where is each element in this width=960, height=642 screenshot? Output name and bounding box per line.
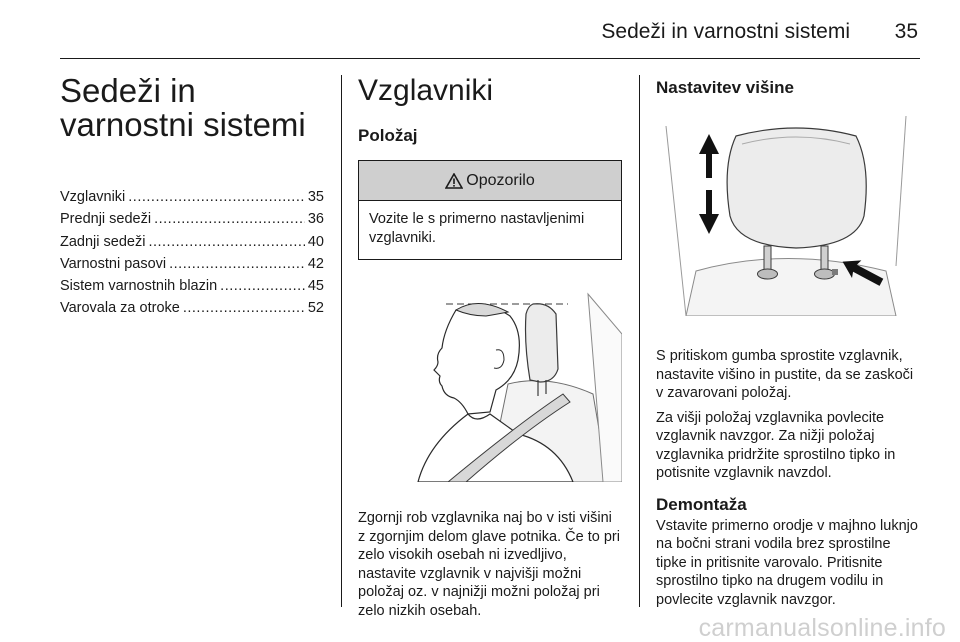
column-divider-2 [639, 75, 640, 607]
toc-item-page: 40 [307, 233, 324, 250]
subsection-heading: Položaj [358, 126, 418, 145]
toc-item[interactable] [60, 208, 324, 230]
toc-item-page: 52 [307, 300, 324, 317]
header-divider [60, 58, 920, 59]
toc-item-title: Sistem varnostnih blazin [60, 278, 218, 295]
body-paragraph: Vstavite primerno orodje v majhno luknjo na bočni strani vodila brez sprostilne tipke in pritisnite varovalo. Pritisnite sprostilno tipko na drugem vodilu in povlecite vzglavnik navzgor. [656, 517, 918, 608]
toc-leader [220, 275, 305, 297]
toc-leader [154, 208, 305, 230]
warning-text: Vozite le s primerno nastavljenimi vzglavniki. [369, 211, 585, 246]
warning-box [358, 160, 622, 260]
body-paragraph: Za višji položaj vzglavnika povlecite vzglavnik navzgor. Za nižji položaj vzglavnika pridržite sprostilno tipko in potisnite vzglavnik navzdol. [656, 409, 896, 481]
toc-item-page: 35 [307, 189, 324, 205]
toc-item[interactable] [60, 297, 324, 319]
warning-title: Opozorilo [466, 171, 535, 189]
column-position [358, 74, 622, 620]
toc-item-page: 36 [307, 211, 324, 228]
column-toc [60, 74, 324, 320]
body-paragraph: Zgornji rob vzglavnika naj bo v isti višini z zgornjim delom glave potnika. Če to pri zelo visokih osebah ni izvedljivo, nastavite vzglavnik v najvišji možni položaj oz. v najnižji možni položaj pri zelo nizkih osebah. [358, 510, 620, 619]
chapter-title: Sedeži in varnostni sistemi [60, 72, 306, 143]
toc-leader [128, 186, 305, 208]
subsection-heading: Nastavitev višine [656, 78, 794, 97]
subsection-heading: Demontaža [656, 494, 747, 514]
toc-item-page: 42 [307, 255, 324, 272]
toc-item-title: Prednji sedeži [60, 211, 152, 228]
toc-item-page: 45 [307, 278, 324, 295]
watermark: carmanualsonline.info [698, 614, 946, 642]
header-title: Sedeži in varnostni sistemi [601, 20, 850, 43]
toc-item[interactable] [60, 231, 324, 253]
body-paragraph: S pritiskom gumba sprostite vzglavnik, nastavite višino in pustite, da se zaskoči v zavarovani položaj. [656, 348, 914, 401]
page-number: 35 [894, 20, 918, 43]
toc-leader [169, 253, 305, 275]
warning-header [359, 161, 621, 201]
column-height-adjust [656, 74, 921, 609]
column-divider-1 [341, 75, 342, 607]
toc-item-title: Vzglavniki [60, 189, 126, 205]
toc-item[interactable] [60, 253, 324, 275]
warning-triangle-icon [445, 173, 463, 189]
toc-item-title: Varnostni pasovi [60, 255, 167, 272]
table-of-contents [60, 186, 324, 320]
page-header [60, 14, 920, 54]
toc-item[interactable] [60, 186, 324, 208]
toc-leader [148, 231, 304, 253]
toc-item-title: Zadnji sedeži [60, 233, 146, 250]
toc-leader [183, 297, 305, 319]
headrest-position-illustration [358, 274, 622, 482]
section-heading: Vzglavniki [358, 74, 494, 107]
toc-item[interactable] [60, 275, 324, 297]
headrest-height-adjust-illustration [656, 106, 921, 316]
toc-item-title: Varovala za otroke [60, 300, 180, 317]
